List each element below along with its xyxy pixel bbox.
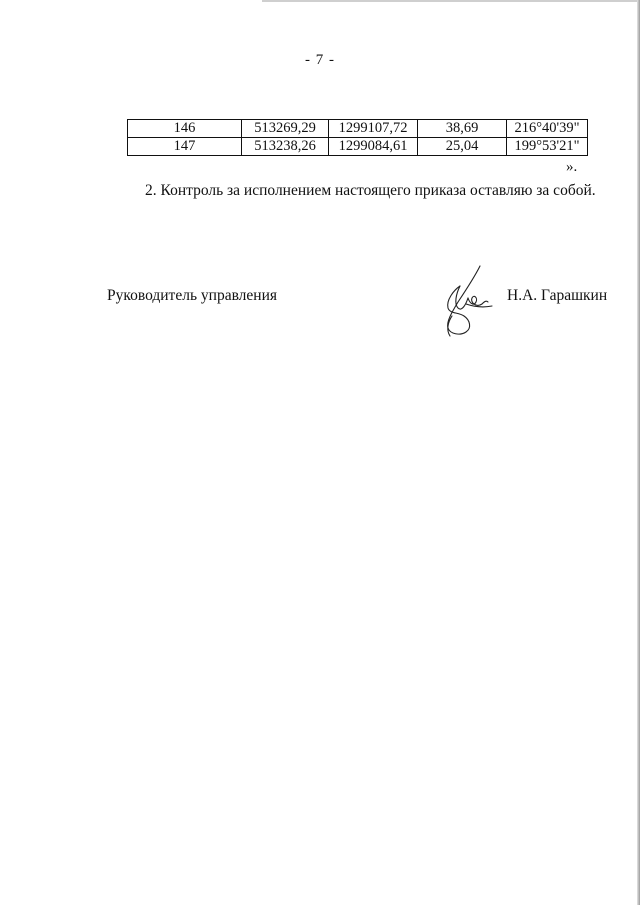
signatory-name: Н.А. Гарашкин xyxy=(507,287,608,304)
table-cell-x: 513269,29 xyxy=(242,120,329,138)
page-number: - 7 - xyxy=(305,52,335,68)
table-cell-x: 513238,26 xyxy=(242,138,329,156)
table-cell-point: 147 xyxy=(128,138,242,156)
table-cell-y: 1299107,72 xyxy=(329,120,418,138)
table-cell-distance: 25,04 xyxy=(418,138,507,156)
scan-top-edge xyxy=(262,0,640,2)
table-cell-angle: 216°40'39" xyxy=(507,120,588,138)
table-cell-distance: 38,69 xyxy=(418,120,507,138)
table-cell-point: 146 xyxy=(128,120,242,138)
paragraph-2: 2. Контроль за исполнением настоящего приказа оставляю за собой. xyxy=(145,182,596,199)
table-row xyxy=(128,138,588,156)
table-cell-y: 1299084,61 xyxy=(329,138,418,156)
closing-quote: ». xyxy=(566,159,578,175)
table-cell-angle: 199°53'21" xyxy=(507,138,588,156)
signature-icon xyxy=(436,264,498,340)
signatory-position: Руководитель управления xyxy=(107,287,278,304)
table-row xyxy=(128,120,588,138)
coordinates-table xyxy=(127,119,588,156)
